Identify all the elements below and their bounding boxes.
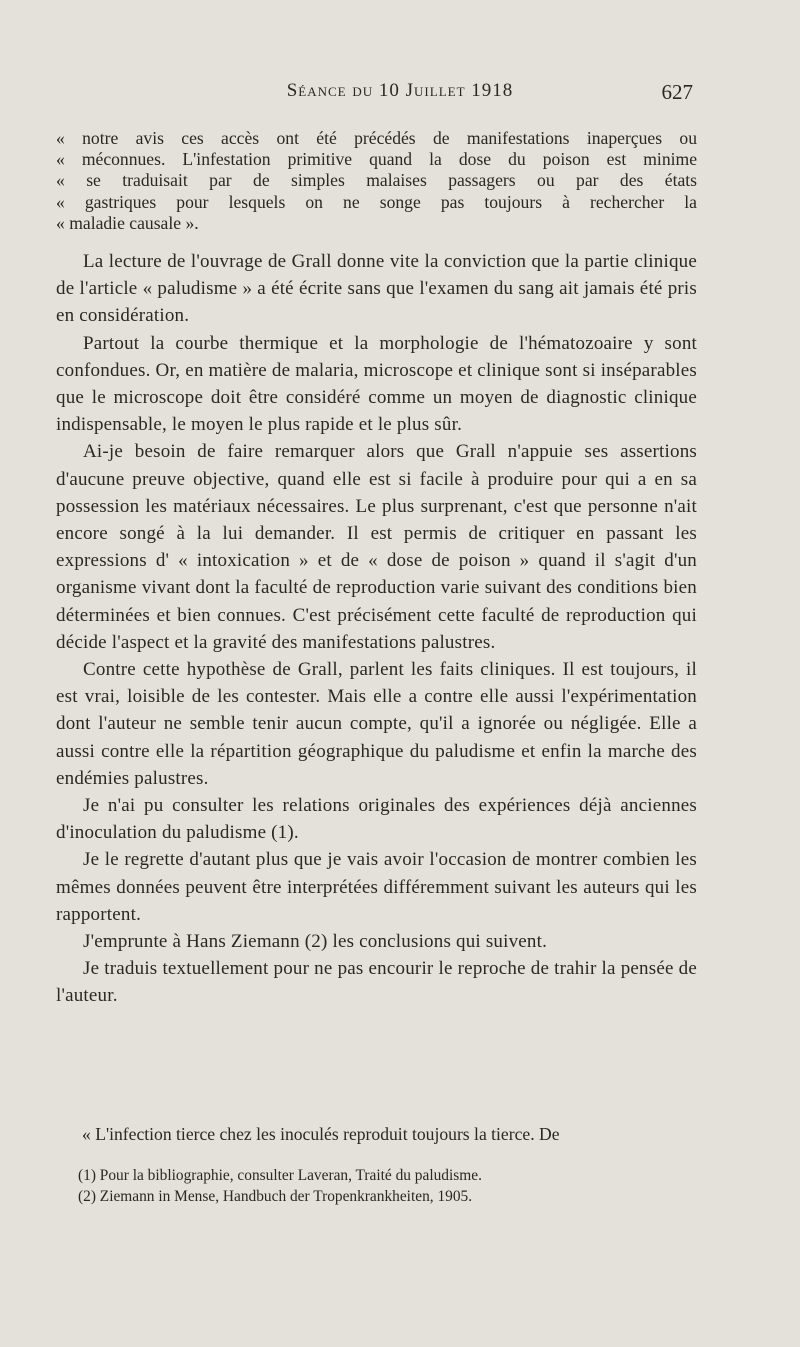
- page-number: 627: [661, 80, 693, 104]
- body-text: [56, 248, 697, 1010]
- closing-quote: « L'infection tierce chez les inoculés reproduit toujours la tierce. De: [82, 1124, 560, 1144]
- quote-line: « maladie causale ».: [56, 212, 199, 233]
- quote-line: « gastriques pour lesquels on ne songe pas toujours à rechercher la: [56, 191, 697, 212]
- paragraph: Ai-je besoin de faire remarquer alors que Grall n'appuie ses assertions d'aucune preuve objective, quand elle est si facile à produire pour qui a en sa possession les matériaux nécessaires. Le plus surprenant, c'est que personne n'ait encore songé à la lui demander. Il est permis de critiquer en passant les expressions d' « intoxication » et de « dose de poison » quand il s'agit d'un organisme vivant dont la faculté de reproduction varie suivant des conditions bien déterminées et bien connues. C'est précisément cette faculté de reproduction qui décide l'aspect et la gravité des manifestations palustres.: [56, 441, 697, 653]
- quote-line: « se traduisait par de simples malaises passagers ou par des états: [56, 170, 697, 191]
- footnote: (2) Ziemann in Mense, Handbuch der Tropenkrankheiten, 1905.: [78, 1188, 473, 1205]
- running-header: [0, 80, 800, 114]
- paragraph: Je le regrette d'autant plus que je vais avoir l'occasion de montrer combien les mêmes données peuvent être interprétées différemment suivant les auteurs qui les rapportent.: [56, 849, 697, 925]
- paragraph: Je n'ai pu consulter les relations originales des expériences déjà anciennes d'inoculation du paludisme (1).: [56, 795, 697, 844]
- paragraph: Partout la courbe thermique et la morphologie de l'hématozoaire y sont confondues. Or, en matière de malaria, microscope et clinique sont si inséparables que le microscope doit être considéré comme un moyen de diagnostic clinique indispensable, le moyen le plus rapide et le plus sûr.: [56, 332, 697, 436]
- paragraph: Je traduis textuellement pour ne pas encourir le reproche de trahir la pensée de l'auteur.: [56, 958, 697, 1007]
- quote-line: « notre avis ces accès ont été précédés de manifestations inaperçues ou: [56, 128, 697, 148]
- quoted-passage: [56, 128, 697, 234]
- quote-line: « méconnues. L'infestation primitive quand la dose du poison est minime: [56, 149, 697, 170]
- paragraph: La lecture de l'ouvrage de Grall donne vite la conviction que la partie clinique de l'article « paludisme » a été écrite sans que l'examen du sang ait jamais été pris en considération.: [56, 251, 697, 327]
- running-title: Séance du 10 Juillet 1918: [286, 80, 514, 101]
- footnotes: [56, 1165, 697, 1207]
- paragraph: Contre cette hypothèse de Grall, parlent les faits cliniques. Il est toujours, il est vrai, loisible de les contester. Mais elle a contre elle aussi l'expérimentation dont l'auteur ne semble tenir aucun compte, qu'il a ignorée ou négligée. Elle a aussi contre elle la répartition géographique du paludisme et enfin la marche des endémies palustres.: [56, 659, 697, 789]
- footnote: (1) Pour la bibliographie, consulter Laveran, Traité du paludisme.: [78, 1167, 482, 1184]
- paragraph: J'emprunte à Hans Ziemann (2) les conclusions qui suivent.: [83, 931, 548, 953]
